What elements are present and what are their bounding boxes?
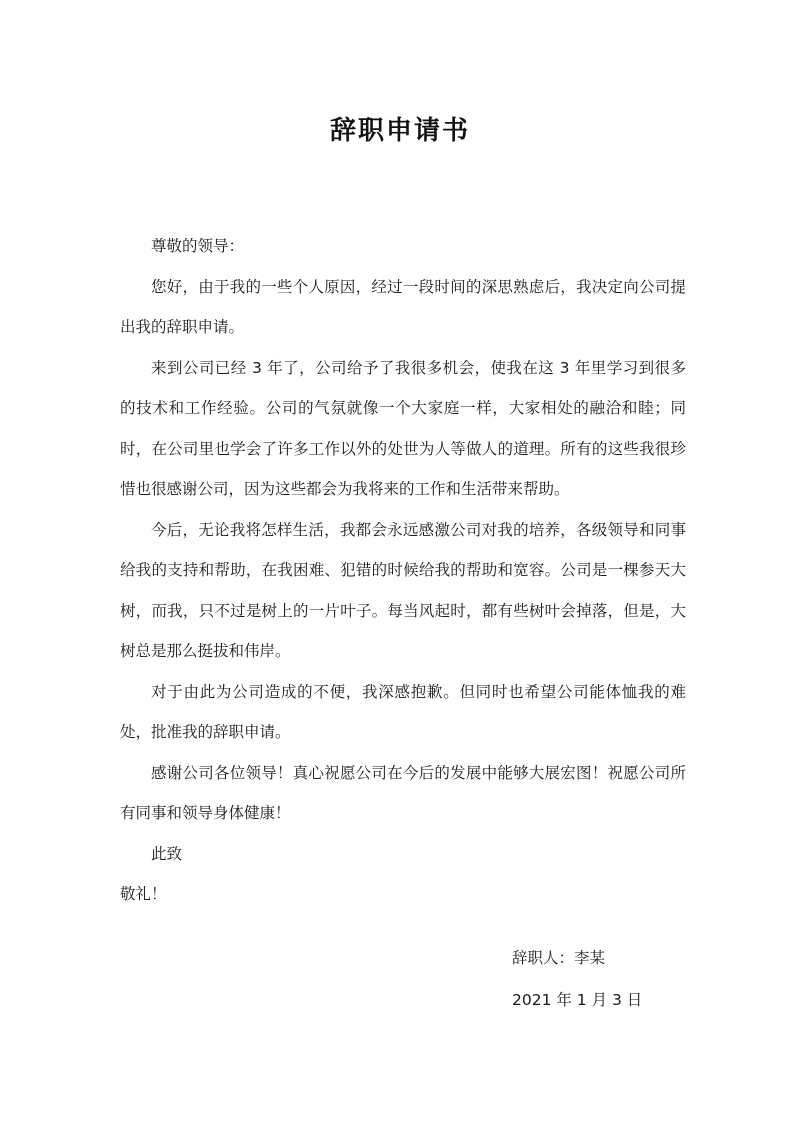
letter-body bbox=[120, 226, 686, 915]
paragraph-apology: 对于由此为公司造成的不便，我深感抱歉。但同时也希望公司能体恤我的难处，批准我的辞职申请。 bbox=[120, 682, 686, 741]
paragraph-experience: 来到公司已经 3 年了，公司给予了我很多机会，使我在这 3 年里学习到很多的技术和工作经验。公司的气氛就像一个大家庭一样，大家相处的融洽和睦；同时，在公司里也学会了许多工作以外的处世为人等做人的道理。所有的这些我很珍惜也很感谢公司，因为这些都会为我将来的工作和生活带来帮助。 bbox=[120, 358, 686, 498]
paragraph-gratitude: 今后，无论我将怎样生活，我都会永远感激公司对我的培养，各级领导和同事给我的支持和帮助，在我困难、犯错的时候给我的帮助和宽容。公司是一棵参天大树，而我，只不过是树上的一片叶子。每当风起时，都有些树叶会掉落，但是，大树总是那么挺拔和伟岸。 bbox=[120, 520, 686, 660]
paragraph-greeting: 您好，由于我的一些个人原因，经过一段时间的深思熟虑后，我决定向公司提出我的辞职申请。 bbox=[120, 277, 686, 336]
salutation: 尊敬的领导： bbox=[151, 237, 245, 255]
signature-date: 2021 年 1 月 3 日 bbox=[512, 991, 643, 1009]
regards-phrase: 敬礼！ bbox=[120, 885, 167, 903]
document-title: 辞职申请书 bbox=[329, 116, 470, 146]
closing-phrase: 此致 bbox=[151, 844, 183, 863]
signature-name: 辞职人：李某 bbox=[512, 949, 606, 967]
paragraph-wishes: 感谢公司各位领导！真心祝愿公司在今后的发展中能够大展宏图！祝愿公司所有同事和领导身体健康！ bbox=[120, 763, 686, 822]
